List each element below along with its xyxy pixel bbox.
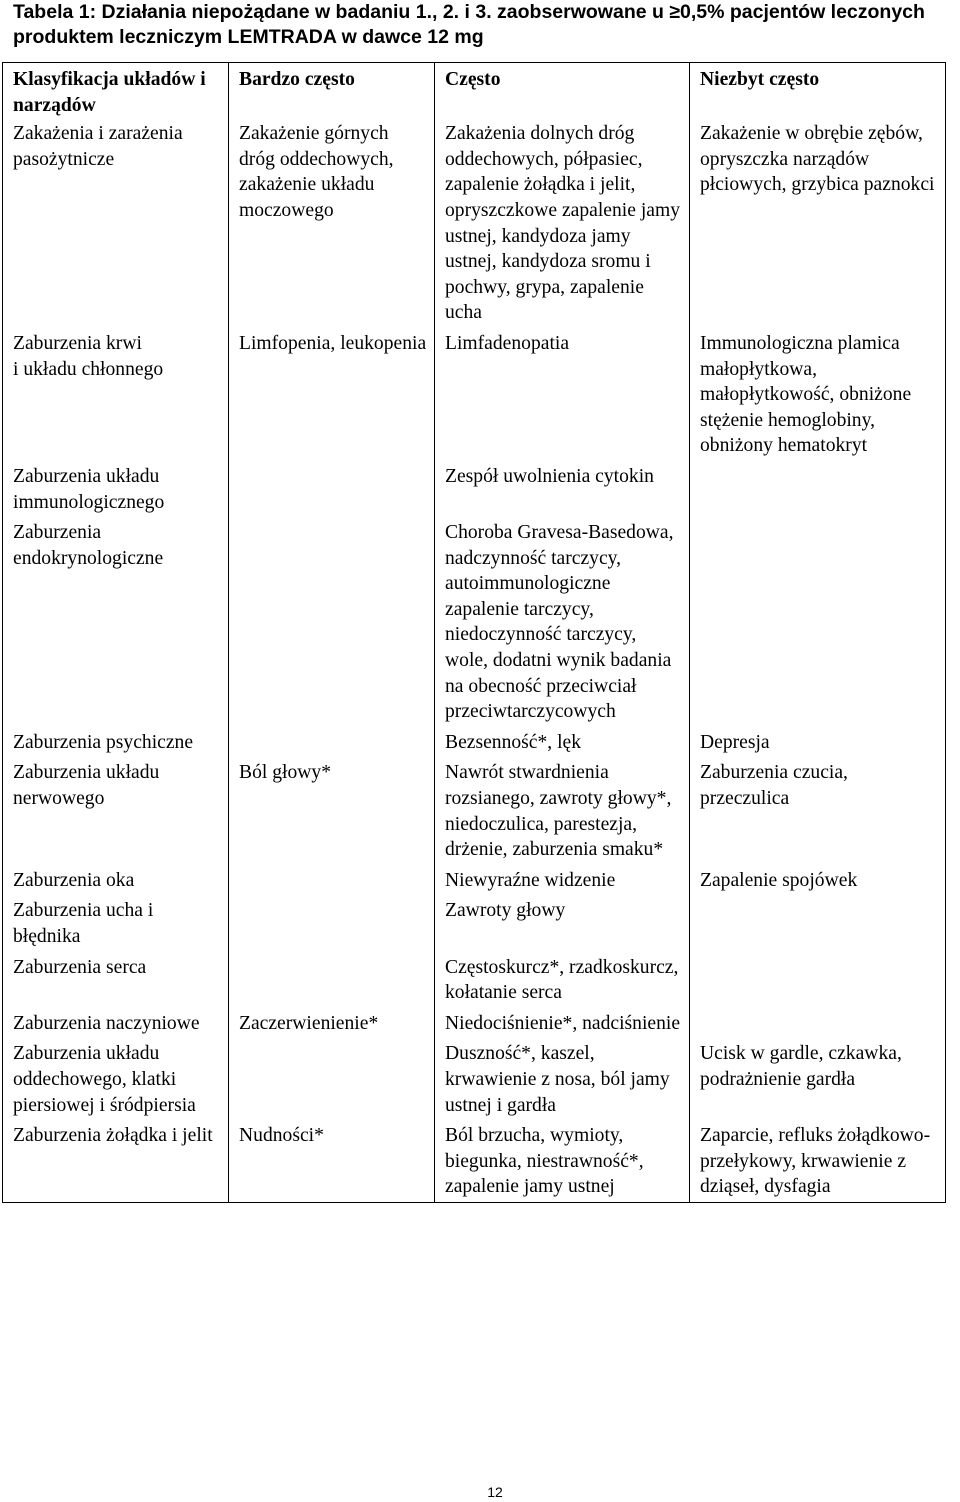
table-row — [3, 757, 946, 864]
soc-cell: Zaburzenia układu nerwowego — [3, 757, 229, 864]
table-header-row — [3, 63, 946, 119]
common-cell: Zawroty głowy — [435, 895, 690, 951]
uncommon-cell: Zaburzenia czucia, przeczulica — [690, 757, 946, 864]
uncommon-cell — [690, 517, 946, 727]
header-common: Często — [435, 63, 690, 119]
very-common-cell — [229, 952, 435, 1008]
common-cell: Nawrót stwardnienia rozsianego, zawroty głowy*, niedoczulica, parestezja, drżenie, zaburzenia smaku* — [435, 757, 690, 864]
very-common-cell — [229, 865, 435, 896]
soc-cell: Zaburzenia psychiczne — [3, 727, 229, 758]
soc-cell: Zaburzenia krwi i układu chłonnego — [3, 328, 229, 461]
very-common-cell — [229, 517, 435, 727]
soc-cell: Zaburzenia oka — [3, 865, 229, 896]
table-row — [3, 952, 946, 1008]
soc-cell: Zaburzenia żołądka i jelit — [3, 1120, 229, 1202]
very-common-cell — [229, 461, 435, 517]
uncommon-cell — [690, 461, 946, 517]
uncommon-cell: Immunologiczna plamica małopłytkowa, małopłytkowość, obniżone stężenie hemoglobiny, obniżony hematokryt — [690, 328, 946, 461]
table-row — [3, 1008, 946, 1039]
common-cell: Zespół uwolnienia cytokin — [435, 461, 690, 517]
very-common-cell — [229, 727, 435, 758]
common-cell: Niedociśnienie*, nadciśnienie — [435, 1008, 690, 1039]
header-uncommon: Niezbyt często — [690, 63, 946, 119]
table-row — [3, 517, 946, 727]
soc-cell: Zaburzenia endokrynologiczne — [3, 517, 229, 727]
header-very-common: Bardzo często — [229, 63, 435, 119]
common-cell: Ból brzucha, wymioty, biegunka, niestrawność*, zapalenie jamy ustnej — [435, 1120, 690, 1202]
table-row — [3, 727, 946, 758]
soc-cell: Zakażenia i zarażenia pasożytnicze — [3, 118, 229, 328]
soc-cell: Zaburzenia naczyniowe — [3, 1008, 229, 1039]
common-cell: Częstoskurcz*, rzadkoskurcz, kołatanie serca — [435, 952, 690, 1008]
very-common-cell — [229, 895, 435, 951]
common-cell: Niewyraźne widzenie — [435, 865, 690, 896]
very-common-cell — [229, 1038, 435, 1120]
table-row — [3, 328, 946, 461]
very-common-cell: Zakażenie górnych dróg oddechowych, zakażenie układu moczowego — [229, 118, 435, 328]
table-row — [3, 865, 946, 896]
table-row — [3, 1120, 946, 1202]
page-number: 12 — [487, 1484, 503, 1500]
uncommon-cell: Ucisk w gardle, czkawka, podrażnienie gardła — [690, 1038, 946, 1120]
uncommon-cell — [690, 952, 946, 1008]
common-cell: Choroba Gravesa-Basedowa, nadczynność tarczycy, autoimmunologiczne zapalenie tarczycy, niedoczynność tarczycy, wole, dodatni wynik badania na obecność przeciwciał przeciwtarczycowych — [435, 517, 690, 727]
common-cell: Bezsenność*, lęk — [435, 727, 690, 758]
table-row — [3, 461, 946, 517]
very-common-cell: Zaczerwienienie* — [229, 1008, 435, 1039]
soc-cell: Zaburzenia ucha i błędnika — [3, 895, 229, 951]
header-soc: Klasyfikacja układów i narządów — [3, 63, 229, 119]
common-cell: Duszność*, kaszel, krwawienie z nosa, ból jamy ustnej i gardła — [435, 1038, 690, 1120]
very-common-cell: Ból głowy* — [229, 757, 435, 864]
uncommon-cell: Zaparcie, refluks żołądkowo-przełykowy, krwawienie z dziąseł, dysfagia — [690, 1120, 946, 1202]
adverse-reactions-table — [2, 62, 946, 1203]
table-row — [3, 1038, 946, 1120]
very-common-cell: Nudności* — [229, 1120, 435, 1202]
uncommon-cell — [690, 895, 946, 951]
table-row — [3, 118, 946, 328]
soc-cell: Zaburzenia serca — [3, 952, 229, 1008]
table-row — [3, 895, 946, 951]
uncommon-cell: Zakażenie w obrębie zębów, opryszczka narządów płciowych, grzybica paznokci — [690, 118, 946, 328]
common-cell: Zakażenia dolnych dróg oddechowych, półpasiec, zapalenie żołądka i jelit, opryszczkowe zapalenie jamy ustnej, kandydoza jamy ustnej, kandydoza sromu i pochwy, grypa, zapalenie ucha — [435, 118, 690, 328]
uncommon-cell: Depresja — [690, 727, 946, 758]
soc-cell: Zaburzenia układu oddechowego, klatki piersiowej i śródpiersia — [3, 1038, 229, 1120]
uncommon-cell: Zapalenie spojówek — [690, 865, 946, 896]
soc-cell: Zaburzenia układu immunologicznego — [3, 461, 229, 517]
common-cell: Limfadenopatia — [435, 328, 690, 461]
table-caption: Tabela 1: Działania niepożądane w badaniu 1., 2. i 3. zaobserwowane u ≥0,5% pacjentów leczonych produktem leczniczym LEMTRADA w dawce 12 mg — [13, 1, 925, 48]
uncommon-cell — [690, 1008, 946, 1039]
very-common-cell: Limfopenia, leukopenia — [229, 328, 435, 461]
